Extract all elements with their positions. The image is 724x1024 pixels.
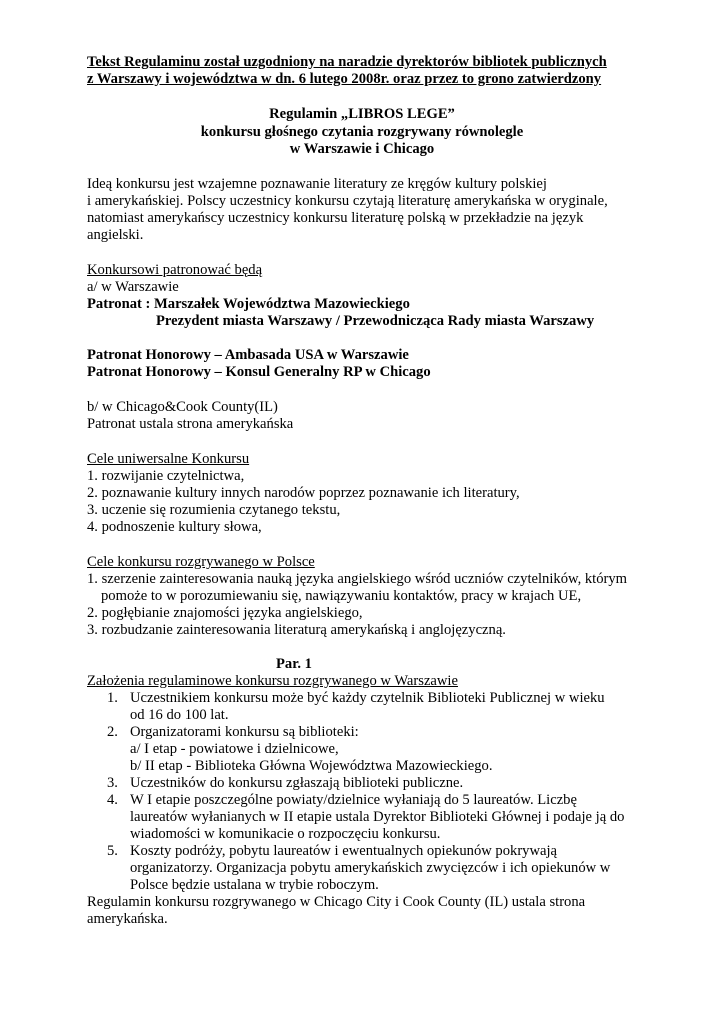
list-number: 2. [107,724,118,740]
patronage-a-label: a/ w Warszawie [87,279,179,295]
par1-line: a/ I etap - powiatowe i dzielnicowe, [130,741,339,757]
title-line-3: w Warszawie i Chicago [289,141,435,157]
list-item: 2. pogłębianie znajomości języka angielskiego, [87,605,363,621]
patronage-b-label: b/ w Chicago&Cook County(IL) [87,399,278,415]
par1-closing-line-1: Regulamin konkursu rozgrywanego w Chicago City i Cook County (IL) ustala strona [87,894,586,910]
title-line-1: Regulamin „LIBROS LEGE” [269,106,455,122]
list-item: 1. rozwijanie czytelnictwa, [87,468,245,484]
par1-line: od 16 do 100 lat. [130,707,229,723]
universal-goals-heading: Cele uniwersalne Konkursu [87,451,250,467]
list-item: 2. poznawanie kultury innych narodów poprzez poznawanie ich literatury, [87,485,520,501]
par1-line: Uczestnikiem konkursu może być każdy czytelnik Biblioteki Publicznej w wieku [130,690,605,706]
title-line-2: konkursu głośnego czytania rozgrywany równolegle [200,124,524,140]
par1-line: W I etapie poszczególne powiaty/dzielnice wyłaniają do 5 laureatów. Liczbę [130,792,577,808]
list-item: 3. uczenie się rozumienia czytanego tekstu, [87,502,341,518]
list-number: 5. [107,843,118,859]
par1-closing-line-2: amerykańska. [87,911,168,927]
par1-line: Polsce będzie ustalana w trybie roboczym. [130,877,379,893]
patron-line-1: Patronat : Marszałek Województwa Mazowieckiego [87,296,410,312]
patron-line-2: Prezydent miasta Warszawy / Przewodnicząca Rady miasta Warszawy [156,313,595,329]
header-line-2: z Warszawy i województwa w dn. 6 lutego 2008r. oraz przez to grono zatwierdzony [87,71,602,87]
par1-line: Koszty podróży, pobytu laureatów i ewentualnych opiekunów pokrywają [130,843,558,859]
par1-line: organizatorzy. Organizacja pobytu amerykańskich zwycięzców i ich opiekunów w [130,860,611,876]
par1-heading: Założenia regulaminowe konkursu rozgrywanego w Warszawie [87,673,458,689]
par1-line: Organizatorami konkursu są biblioteki: [130,724,359,740]
par1-line: Uczestników do konkursu zgłaszają biblioteki publiczne. [130,775,464,791]
intro-line-2: i amerykańskiej. Polscy uczestnicy konkursu czytają literaturę amerykańska w oryginale, [87,193,608,209]
list-item: 3. rozbudzanie zainteresowania literaturą amerykańską i anglojęzyczną. [87,622,506,638]
list-item-continuation: pomoże to w porozumiewaniu się, nawiązywaniu kontaktów, pracy w krajach UE, [101,588,582,604]
header-line-1: Tekst Regulaminu został uzgodniony na naradzie dyrektorów bibliotek publicznych [87,54,607,70]
list-item: 4. podnoszenie kultury słowa, [87,519,262,535]
intro-line-3: natomiast amerykańscy uczestnicy konkursu literaturę polską w przekładzie na język [87,210,584,226]
list-item: 1. szerzenie zainteresowania nauką języka angielskiego wśród uczniów czytelników, którym [87,571,628,587]
poland-goals-heading: Cele konkursu rozgrywanego w Polsce [87,554,315,570]
intro-line-1: Ideą konkursu jest wzajemne poznawanie literatury ze kręgów kultury polskiej [87,176,547,192]
patronage-heading: Konkursowi patronować będą [87,262,263,278]
list-number: 4. [107,792,118,808]
paragraph-title: Par. 1 [276,656,312,672]
par1-line: b/ II etap - Biblioteka Główna Województwa Mazowieckiego. [130,758,493,774]
list-number: 1. [107,690,118,706]
honorary-patron-2: Patronat Honorowy – Konsul Generalny RP w Chicago [87,364,431,380]
intro-line-4: angielski. [87,227,144,243]
list-number: 3. [107,775,118,791]
par1-line: laureatów wyłanianych w II etapie ustala Dyrektor Biblioteki Głównej i podaje ją do [130,809,625,825]
par1-line: wiadomości w komunikacie o rozpoczęciu konkursu. [130,826,441,842]
honorary-patron-1: Patronat Honorowy – Ambasada USA w Warszawie [87,347,409,363]
patronage-b-text: Patronat ustala strona amerykańska [87,416,294,432]
